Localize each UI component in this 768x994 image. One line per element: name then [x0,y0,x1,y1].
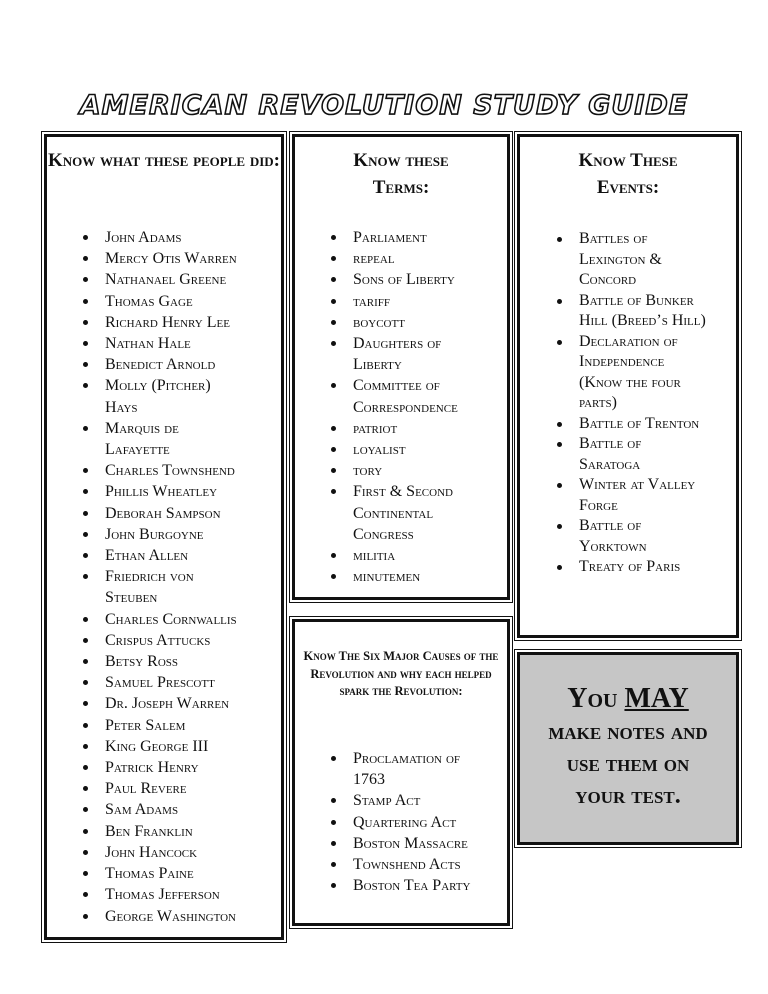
list-item: Ethan Allen [105,545,275,566]
list-item: Winter at Valley Forge [579,475,724,516]
list-item: Boston Tea Party [353,875,501,896]
list-item: Molly (Pitcher) Hays [105,375,245,417]
list-item: Battle of Bunker Hill (Breed’s Hill) [579,291,724,332]
events-list [579,229,730,578]
terms-box [292,134,510,600]
causes-list [353,748,501,896]
list-item: Charles Cornwallis [105,609,275,630]
list-item: Boston Massacre [353,833,501,854]
list-item: Marquis de Lafayette [105,418,225,460]
list-item: Thomas Paine [105,863,275,884]
list-item: Declaration of Independence (Know the four parts) [579,332,709,414]
list-item: Mercy Otis Warren [105,248,275,269]
list-item: repeal [353,248,501,269]
list-item: Battles of Lexington & Concord [579,229,689,291]
list-item: King George III [105,736,275,757]
list-item: Ben Franklin [105,821,275,842]
people-heading: Know what these people did: [47,150,280,171]
list-item: minutemen [353,566,501,587]
list-item: Battle of Yorktown [579,516,669,557]
list-item: Townshend Acts [353,854,501,875]
list-item: Paul Revere [105,778,275,799]
list-item: Nathanael Greene [105,269,275,290]
list-item: Patrick Henry [105,757,275,778]
list-item: Thomas Jefferson [105,884,275,905]
notes-you: You [567,682,618,714]
list-item: Battle of Saratoga [579,434,669,475]
causes-heading: Know The Six Major Causes of the Revolution and why each helped spark the Revolution: [303,649,499,698]
list-item: Benedict Arnold [105,354,275,375]
list-item: tariff [353,291,501,312]
list-item: militia [353,545,501,566]
list-item: Proclamation of 1763 [353,748,478,790]
list-item: Committee of Correspondence [353,375,488,417]
list-item: Deborah Sampson [105,503,275,524]
notes-may: MAY [624,682,689,714]
terms-heading: Know these Terms: [353,150,449,198]
list-item: Sons of Liberty [353,269,501,290]
terms-list [353,227,501,587]
list-item: tory [353,460,501,481]
page-title: AMERICAN REVOLUTION STUDY GUIDE [79,90,689,121]
list-item: Treaty of Paris [579,557,730,578]
list-item: Thomas Gage [105,291,275,312]
list-item: Stamp Act [353,790,501,811]
list-item: Friedrich von Steuben [105,566,235,608]
list-item: Nathan Hale [105,333,275,354]
notes-rest: make notes and use them on your test. [548,718,708,809]
list-item: Samuel Prescott [105,672,275,693]
events-box [517,134,739,638]
list-item: Quartering Act [353,812,501,833]
list-item: patriot [353,418,501,439]
notes-line-1 [543,682,713,716]
list-item: John Adams [105,227,275,248]
list-item: John Burgoyne [105,524,275,545]
list-item: boycott [353,312,501,333]
list-item: George Washington [105,906,275,927]
list-item: John Hancock [105,842,275,863]
events-heading: Know These Events: [578,150,678,198]
list-item: loyalist [353,439,501,460]
list-item: Dr. Joseph Warren [105,693,275,714]
causes-box [292,619,510,926]
list-item: Crispus Attucks [105,630,275,651]
list-item: Parliament [353,227,501,248]
list-item: Phillis Wheatley [105,481,275,502]
list-item: First & Second Continental Congress [353,481,483,545]
list-item: Charles Townshend [105,460,275,481]
list-item: Richard Henry Lee [105,312,275,333]
list-item: Peter Salem [105,715,275,736]
notes-text [543,682,713,812]
people-list [105,227,275,927]
list-item: Betsy Ross [105,651,275,672]
notes-box [517,652,739,845]
list-item: Battle of Trenton [579,414,730,435]
list-item: Daughters of Liberty [353,333,468,375]
people-box [44,134,284,940]
list-item: Sam Adams [105,799,275,820]
